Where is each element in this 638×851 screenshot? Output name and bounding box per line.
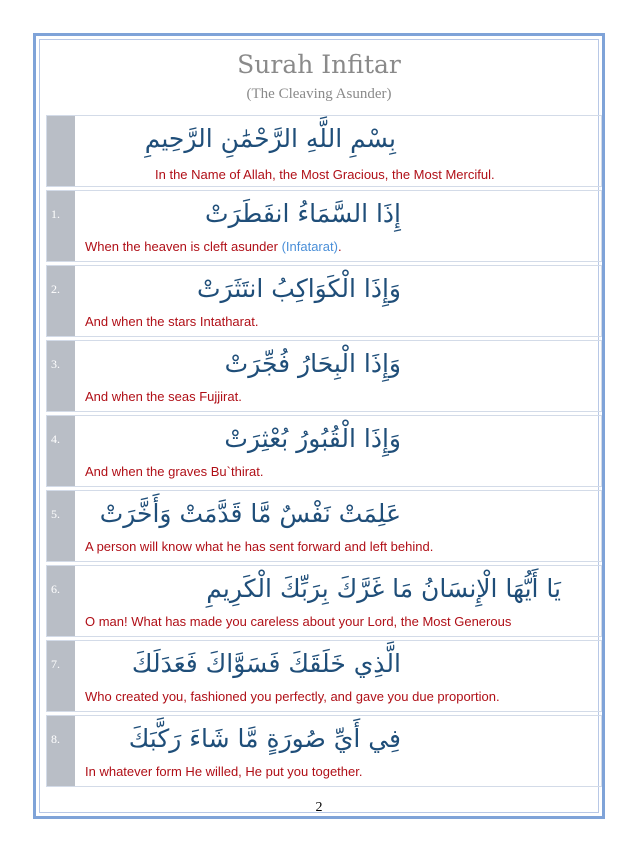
verse-number: 4. bbox=[47, 416, 75, 486]
basmala-english: In the Name of Allah, the Most Gracious, the Most Merciful. bbox=[155, 167, 495, 182]
verse-arabic: وَإِذَا الْكَوَاكِبُ انتَثَرَتْ bbox=[197, 274, 401, 303]
verse-arabic: فِي أَيِّ صُورَةٍ مَّا شَاءَ رَكَّبَكَ bbox=[128, 724, 401, 753]
verse-number: 6. bbox=[47, 566, 75, 636]
verse-content bbox=[75, 716, 601, 786]
verse-content bbox=[75, 641, 601, 711]
verse-end: . bbox=[337, 239, 342, 254]
verse-number-cell bbox=[47, 116, 75, 186]
verse-row-3 bbox=[46, 340, 602, 412]
verse-row-7 bbox=[46, 640, 602, 712]
verse-arabic: عَلِمَتْ نَفْسٌ مَّا قَدَّمَتْ وَأَخَّرَتْ bbox=[99, 499, 401, 528]
verse-row-8 bbox=[46, 715, 602, 787]
page-number: 2 bbox=[315, 800, 323, 815]
verse-row-1 bbox=[46, 190, 602, 262]
verse-row-4 bbox=[46, 415, 602, 487]
verse-row-2 bbox=[46, 265, 602, 337]
verse-row-5 bbox=[46, 490, 602, 562]
verse-arabic: الَّذِي خَلَقَكَ فَسَوَّاكَ فَعَدَلَكَ bbox=[131, 649, 401, 678]
page-inner-border bbox=[39, 39, 599, 813]
verse-term: (Infatarat) bbox=[281, 239, 338, 254]
verse-content bbox=[75, 341, 601, 411]
basmala-arabic: بِسْمِ اللَّهِ الرَّحْمَٰنِ الرَّحِيمِ bbox=[144, 124, 396, 153]
verse-arabic: وَإِذَا الْبِحَارُ فُجِّرَتْ bbox=[224, 349, 401, 378]
page-frame bbox=[33, 33, 605, 819]
verse-arabic: يَا أَيُّهَا الْإِنسَانُ مَا غَرَّكَ بِرَبِّكَ الْكَرِيمِ bbox=[206, 574, 561, 603]
verse-arabic: وَإِذَا الْقُبُورُ بُعْثِرَتْ bbox=[224, 424, 401, 453]
verse-content bbox=[75, 191, 601, 261]
page-title: Surah Infitar bbox=[237, 50, 401, 79]
basmala-row bbox=[46, 115, 602, 187]
verse-english: And when the graves Bu`thirat. bbox=[85, 464, 264, 479]
verse-number: 1. bbox=[47, 191, 75, 261]
verse-translation: When the heaven is cleft asunder bbox=[85, 239, 278, 254]
verse-row-6 bbox=[46, 565, 602, 637]
verse-number: 5. bbox=[47, 491, 75, 561]
verse-content bbox=[75, 416, 601, 486]
verse-number: 8. bbox=[47, 716, 75, 786]
verse-english: Who created you, fashioned you perfectly, and gave you due proportion. bbox=[85, 689, 500, 704]
verse-number: 7. bbox=[47, 641, 75, 711]
verse-content bbox=[75, 116, 601, 186]
verse-english: And when the stars Intatharat. bbox=[85, 314, 259, 329]
verse-english: In whatever form He willed, He put you together. bbox=[85, 764, 363, 779]
verse-content bbox=[75, 491, 601, 561]
verse-english: And when the seas Fujjirat. bbox=[85, 389, 242, 404]
verse-content bbox=[75, 566, 601, 636]
verse-number: 2. bbox=[47, 266, 75, 336]
verse-content bbox=[75, 266, 601, 336]
verse-table bbox=[46, 115, 602, 791]
verse-english bbox=[85, 239, 342, 254]
verse-number: 3. bbox=[47, 341, 75, 411]
verse-english: A person will know what he has sent forward and left behind. bbox=[85, 539, 434, 554]
page-subtitle: (The Cleaving Asunder) bbox=[246, 86, 392, 102]
verse-english: O man! What has made you careless about your Lord, the Most Generous bbox=[85, 614, 512, 629]
verse-arabic: إِذَا السَّمَاءُ انفَطَرَتْ bbox=[205, 199, 401, 228]
